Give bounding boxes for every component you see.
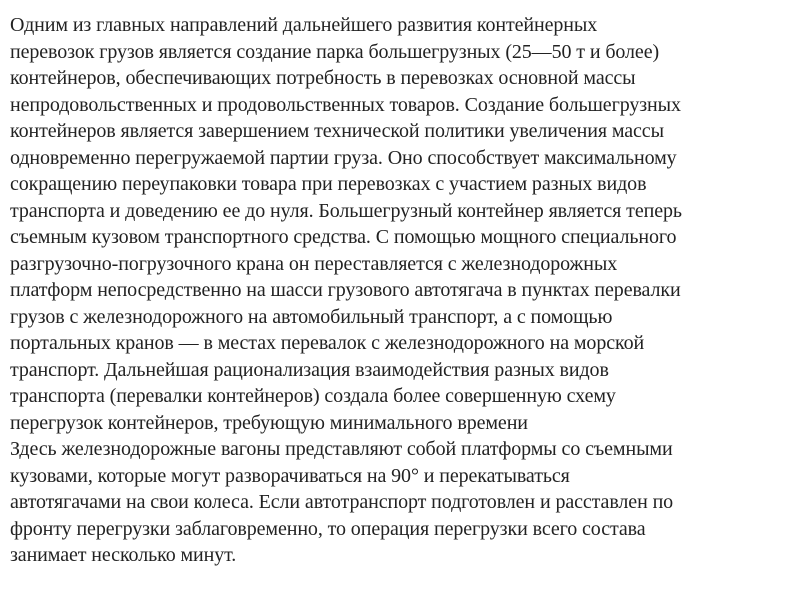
- paragraph-railway-platforms: Здесь железнодорожные вагоны представляют собой платформы со съемными кузовами, которые могут разворачиваться на 90° и перекатываться автотягачами на свои колеса. Если автотранспорт подготовлен и расставлен по фронту перегрузки заблаговременно, то операция перегрузки всего состава занимает несколько минут.: [10, 438, 674, 566]
- paragraph-containers-development: Одним из главных направлений дальнейшего развития контейнерных перевозок грузов является создание парка большегрузных (25—50 т и более) контейнеров, обеспечивающих потребность в перевозках основной массы непродовольственных и продовольственных товаров. Создание большегрузных контейнеров является завершением технической политики увеличения массы одновременно перегружаемой партии груза. Оно способствует максимальному сокращению переупаковки товара при перевозках с участием разных видов транспорта и доведению ее до нуля. Большегрузный контейнер является теперь съемным кузовом транспортного средства. С помощью мощного специального разгрузочно-погрузочного крана он переставляется с железнодорожных платформ непосредственно на шасси грузового автотягача в пунктах перевалки грузов с железнодорожного на автомобильный транспорт, а с помощью портальных кранов — в местах перевалок с железнодорожного на морской транспорт. Дальнейшая рационализация взаимодействия разных видов транспорта (перевалки контейнеров) создала более совершенную схему перегрузок контейнеров, требующую минимального времени: [10, 14, 682, 434]
